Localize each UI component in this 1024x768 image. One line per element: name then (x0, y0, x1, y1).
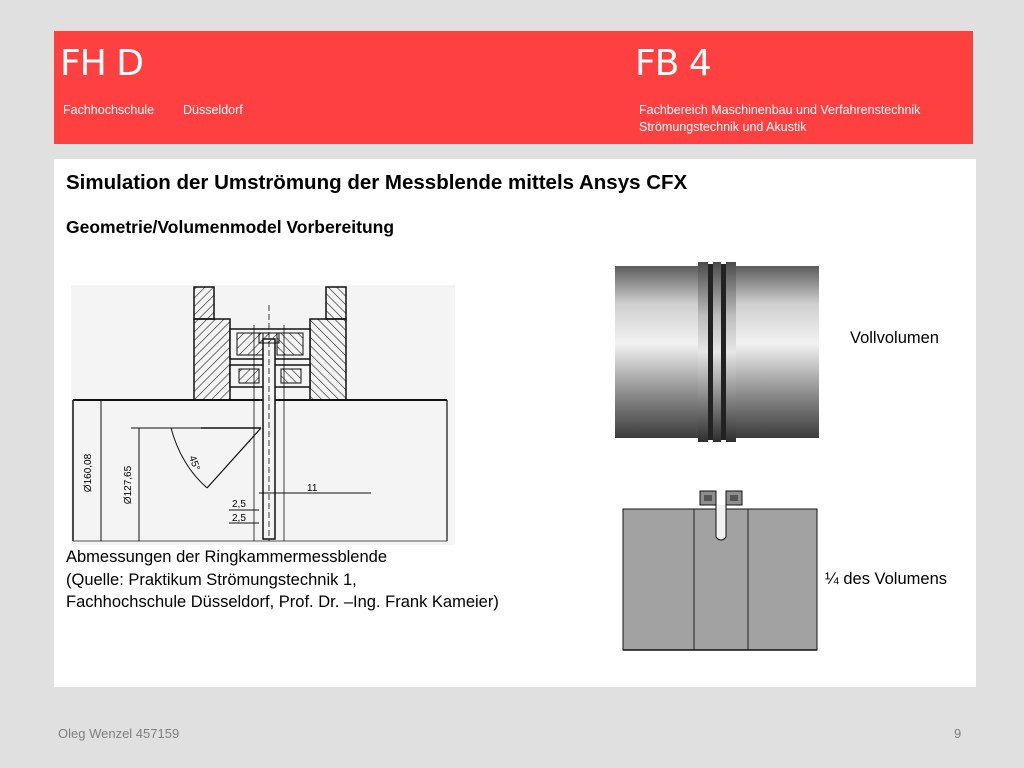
full-volume-model (615, 262, 819, 442)
drawing-label-d1: Ø160,08 (83, 453, 94, 493)
technical-drawing (71, 285, 455, 545)
fb4-logo: FB 4 (635, 43, 711, 84)
fhd-subtitle-2: Düsseldorf (183, 103, 243, 117)
caption-line-1: Abmessungen der Ringkammermessblende (66, 548, 387, 566)
fhd-subtitle-1: Fachhochschule (63, 103, 155, 117)
slide-title: Simulation der Umströmung der Messblende mittels Ansys CFX (66, 171, 688, 194)
header-banner (54, 31, 973, 144)
drawing-label-d2: Ø127,65 (123, 465, 134, 505)
quarter-volume-model (622, 489, 818, 651)
slide-subtitle: Geometrie/Volumenmodel Vorbereitung (66, 217, 395, 237)
label-full-volume: Vollvolumen (850, 329, 939, 347)
caption-line-3: Fachhochschule Düsseldorf, Prof. Dr. –Ing. Frank Kameier) (66, 593, 499, 611)
drawing-label-dim2: 2,5 (232, 513, 246, 524)
label-quarter-volume: ¼ des Volumens (825, 570, 947, 588)
fb4-subtitle-line2: Strömungstechnik und Akustik (639, 120, 807, 134)
fhd-logo: FH D (60, 43, 143, 84)
footer-page-number: 9 (954, 726, 962, 741)
drawing-label-dim1: 2,5 (232, 499, 246, 510)
drawing-label-dim3: 11 (307, 483, 318, 494)
drawing-label-angle: 45° (186, 454, 202, 473)
fb4-subtitle-line1: Fachbereich Maschinenbau und Verfahrenstechnik (639, 103, 921, 117)
caption-line-2: (Quelle: Praktikum Strömungstechnik 1, (66, 570, 357, 589)
footer-author: Oleg Wenzel 457159 (58, 726, 180, 741)
drawing-caption (66, 546, 499, 614)
content-panel (54, 159, 976, 687)
